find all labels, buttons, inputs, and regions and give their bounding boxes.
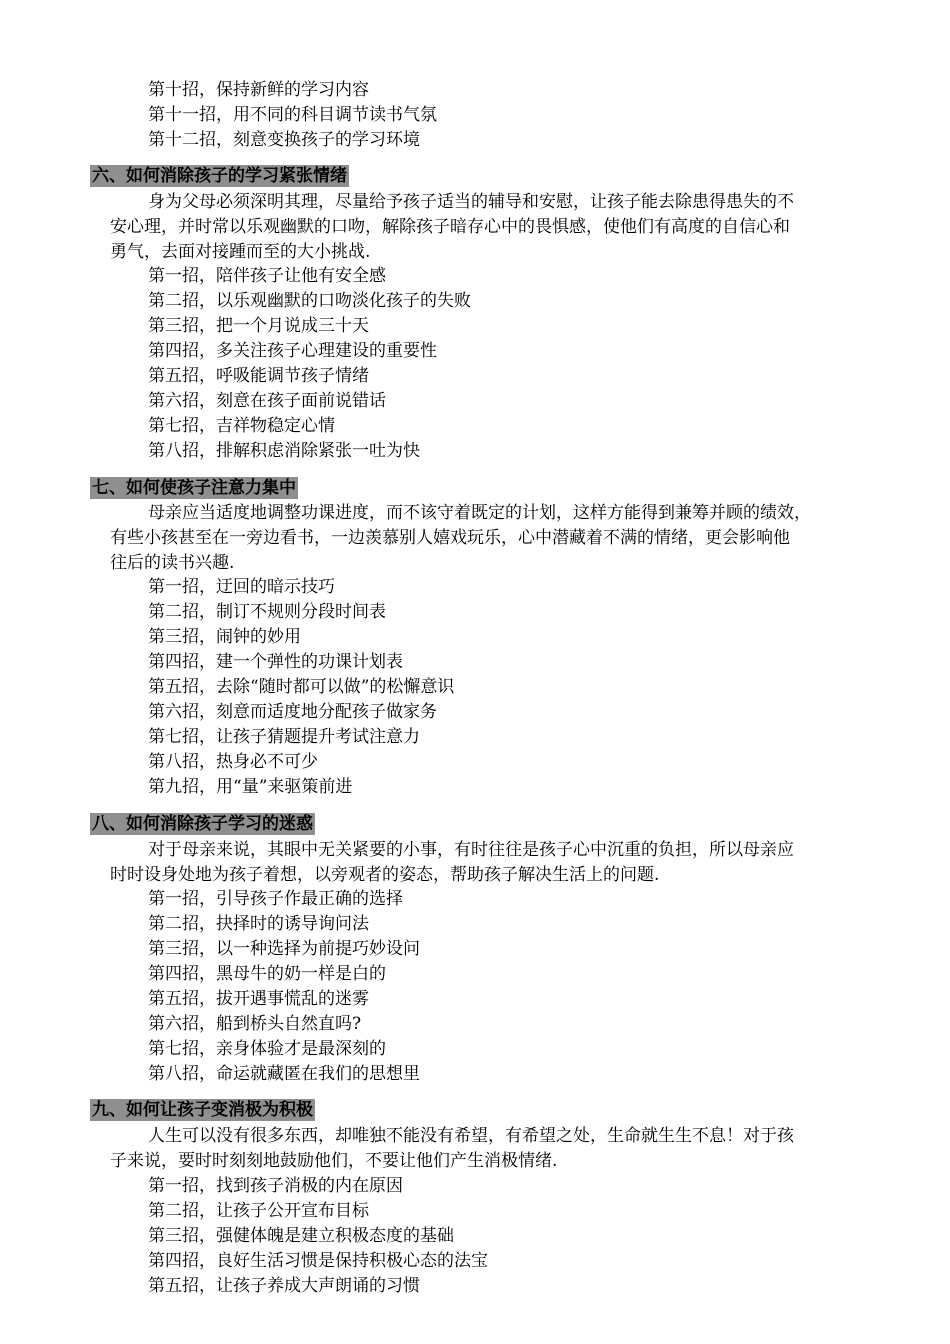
paragraph-line: 母亲应当适度地调整功课进度，而不该守着既定的计划，这样方能得到兼筹并顾的绩效， <box>148 503 811 523</box>
section-heading: 七、如何使孩子注意力集中 <box>92 478 296 498</box>
list-item: 第二招，以乐观幽默的口吻淡化孩子的失败 <box>148 291 471 311</box>
section-heading: 八、如何消除孩子学习的迷惑 <box>92 814 313 834</box>
list-item: 第一招，找到孩子消极的内在原因 <box>148 1176 403 1196</box>
list-item: 第七招，亲身体验才是最深刻的 <box>148 1039 386 1059</box>
paragraph-line: 有些小孩甚至在一旁边看书，一边羡慕别人嬉戏玩乐，心中潜藏着不满的情绪，更会影响他 <box>110 528 790 548</box>
list-item: 第八招，热身必不可少 <box>148 752 318 772</box>
list-item: 第一招，陪伴孩子让他有安全感 <box>148 266 386 286</box>
list-item: 第六招，刻意而适度地分配孩子做家务 <box>148 702 437 722</box>
paragraph-line: 安心理，并时常以乐观幽默的口吻，解除孩子暗存心中的畏惧感，使他们有高度的自信心和 <box>110 217 790 237</box>
section-heading: 九、如何让孩子变消极为积极 <box>92 1100 313 1120</box>
list-item: 第十招，保持新鲜的学习内容 <box>148 80 369 100</box>
list-item: 第五招，去除“随时都可以做”的松懈意识 <box>148 677 455 697</box>
list-item: 第二招，让孩子公开宣布目标 <box>148 1201 369 1221</box>
list-item: 第七招，让孩子猜题提升考试注意力 <box>148 727 420 747</box>
paragraph-line: 身为父母必须深明其理，尽量给予孩子适当的辅导和安慰，让孩子能去除患得患失的不 <box>148 192 794 212</box>
list-item: 第八招，命运就藏匿在我们的思想里 <box>148 1064 420 1084</box>
list-item: 第四招，良好生活习惯是保持积极心态的法宝 <box>148 1251 488 1271</box>
list-item: 第八招，排解积虑消除紧张一吐为快 <box>148 441 420 461</box>
list-item: 第六招，刻意在孩子面前说错话 <box>148 391 386 411</box>
list-item: 第十二招，刻意变换孩子的学习环境 <box>148 130 420 150</box>
paragraph-line: 往后的读书兴趣. <box>110 553 235 573</box>
list-item: 第四招，多关注孩子心理建设的重要性 <box>148 341 437 361</box>
list-item: 第七招，吉祥物稳定心情 <box>148 416 335 436</box>
paragraph-line: 时时设身处地为孩子着想，以旁观者的姿态，帮助孩子解决生活上的问题. <box>110 865 660 885</box>
list-item: 第二招，抉择时的诱导询问法 <box>148 914 369 934</box>
list-item: 第五招，让孩子养成大声朗诵的习惯 <box>148 1276 420 1296</box>
list-item: 第六招，船到桥头自然直吗? <box>148 1014 362 1034</box>
list-item: 第一招，引导孩子作最正确的选择 <box>148 889 403 909</box>
list-item: 第三招，强健体魄是建立积极态度的基础 <box>148 1226 454 1246</box>
section-heading: 六、如何消除孩子的学习紧张情绪 <box>92 166 347 186</box>
list-item: 第四招，黑母牛的奶一样是白的 <box>148 964 386 984</box>
paragraph-line: 人生可以没有很多东西，却唯独不能没有希望，有希望之处，生命就生生不息！对于孩 <box>148 1126 794 1146</box>
list-item: 第三招，以一种选择为前提巧妙设问 <box>148 939 420 959</box>
list-item: 第三招，闹钟的妙用 <box>148 627 301 647</box>
paragraph-line: 对于母亲来说，其眼中无关紧要的小事，有时往往是孩子心中沉重的负担，所以母亲应 <box>148 840 794 860</box>
paragraph-line: 勇气，去面对接踵而至的大小挑战. <box>110 242 371 262</box>
list-item: 第五招，拔开遇事慌乱的迷雾 <box>148 989 369 1009</box>
list-item: 第三招，把一个月说成三十天 <box>148 316 369 336</box>
list-item: 第二招，制订不规则分段时间表 <box>148 602 386 622</box>
list-item: 第四招，建一个弹性的功课计划表 <box>148 652 403 672</box>
paragraph-line: 子来说，要时时刻刻地鼓励他们，不要让他们产生消极情绪. <box>110 1151 558 1171</box>
list-item: 第九招，用“量”来驱策前进 <box>148 777 353 797</box>
list-item: 第一招，迂回的暗示技巧 <box>148 577 335 597</box>
list-item: 第五招，呼吸能调节孩子情绪 <box>148 366 369 386</box>
list-item: 第十一招，用不同的科目调节读书气氛 <box>148 105 437 125</box>
